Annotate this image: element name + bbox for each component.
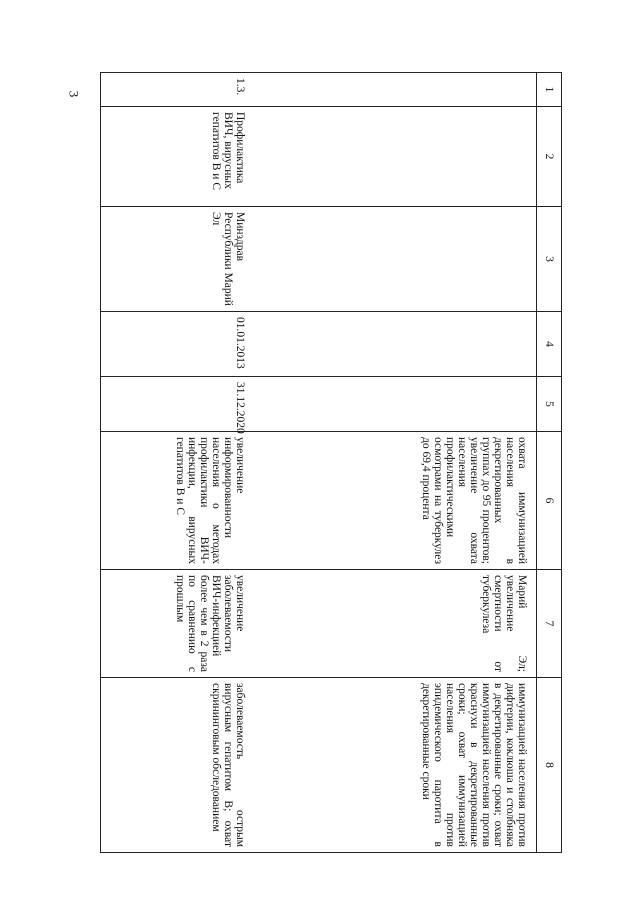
rotated-table-container bbox=[100, 72, 562, 852]
end-date-cell: 31.12.2020 bbox=[101, 377, 255, 432]
measure-name-cell bbox=[254, 107, 537, 207]
table-row bbox=[254, 73, 537, 853]
indicators-cell: заболеваемость острым вирусным гепатитом В; охват скрининговым обследованием bbox=[101, 678, 255, 853]
expected-result-cell: увеличение информированности населения о методах профилактики ВИЧ-инфекции, вирусных гепатитов В и С bbox=[101, 432, 255, 570]
indicators-cell: иммунизацией населения против дифтерии, коклюша и столбняка в декретированные сроки; охват иммунизацией населения против краснухи в декретированные сроки; охват иммунизацией населения против эпидемического паротита в декретированные сроки bbox=[254, 678, 537, 853]
consequences-cell: Марий Эл; увеличение смертности от туберкулеза bbox=[254, 570, 537, 678]
expected-result-cell: охвата иммунизацией населения в декретированных группах до 95 процентов; увеличение охвата населения профилактическими осмотрами на туберкулез до 69,4 процента bbox=[254, 432, 537, 570]
table-row bbox=[101, 73, 255, 853]
column-number: 5 bbox=[537, 377, 562, 432]
column-number-row bbox=[537, 73, 562, 853]
row-number-cell bbox=[254, 73, 537, 107]
executor-cell: Минздрав Республики Марий Эл bbox=[101, 207, 255, 312]
end-date-cell bbox=[254, 377, 537, 432]
column-number: 6 bbox=[537, 432, 562, 570]
column-number: 2 bbox=[537, 107, 562, 207]
column-number: 1 bbox=[537, 73, 562, 107]
column-number: 3 bbox=[537, 207, 562, 312]
row-number-cell: 1.3. bbox=[101, 73, 255, 107]
program-table bbox=[100, 72, 562, 853]
page-number: 3 bbox=[66, 90, 82, 98]
measure-name-cell: Профилактика ВИЧ, вирусных гепатитов В и С bbox=[101, 107, 255, 207]
consequences-cell: увеличение заболеваемости ВИЧ-инфекцией более чем в 2 раза по сравнению с прошлым bbox=[101, 570, 255, 678]
column-number: 7 bbox=[537, 570, 562, 678]
column-number: 8 bbox=[537, 678, 562, 853]
start-date-cell bbox=[254, 312, 537, 377]
start-date-cell: 01.01.2013 bbox=[101, 312, 255, 377]
executor-cell bbox=[254, 207, 537, 312]
column-number: 4 bbox=[537, 312, 562, 377]
